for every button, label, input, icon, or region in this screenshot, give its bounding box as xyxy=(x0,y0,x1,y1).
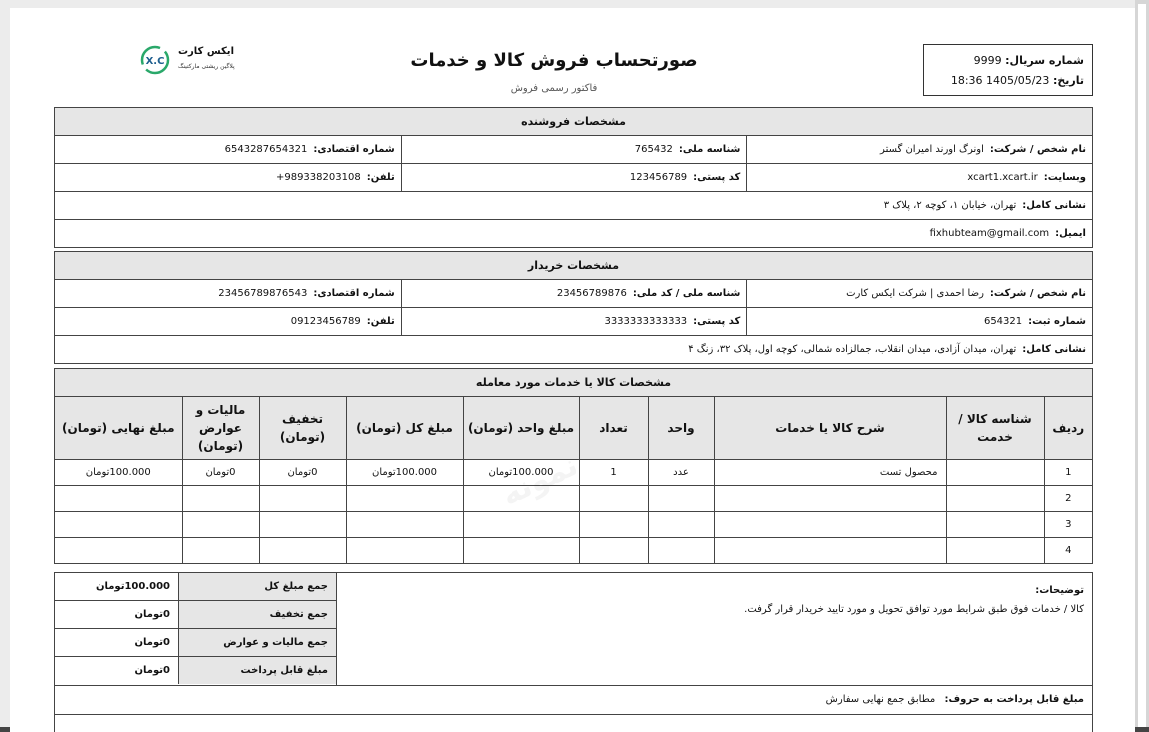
buyer-national-id-cell xyxy=(401,280,747,307)
cell-tax xyxy=(182,486,259,512)
buyer-postal-label: کد پستی: xyxy=(693,316,741,327)
cell-tax xyxy=(182,512,259,538)
serial-value: 9999 xyxy=(973,54,1002,67)
invoice-header xyxy=(54,44,1093,106)
seller-website-label: وبسایت: xyxy=(1043,172,1086,183)
buyer-phone-value: 09123456789 xyxy=(290,316,361,327)
summary-row xyxy=(55,573,1092,686)
buyer-reg-cell xyxy=(746,308,1092,335)
cell-row-number: 2 xyxy=(1044,486,1092,512)
cell-description xyxy=(714,486,946,512)
cell-unit: عدد xyxy=(648,460,714,486)
seller-name-cell xyxy=(746,136,1092,163)
cell-discount xyxy=(259,512,346,538)
buyer-section xyxy=(54,251,1093,364)
cell-final-price xyxy=(55,486,182,512)
seller-national-id-value: 765432 xyxy=(634,144,673,155)
seller-row-1 xyxy=(55,136,1092,164)
table-row xyxy=(55,486,1092,512)
cell-unit xyxy=(648,486,714,512)
cell-discount: 0تومان xyxy=(259,460,346,486)
seller-row-4 xyxy=(55,220,1092,247)
buyer-heading: مشخصات خریدار xyxy=(55,252,1092,280)
cell-item-id xyxy=(946,460,1044,486)
items-header-row xyxy=(55,397,1092,460)
seller-heading: مشخصات فروشنده xyxy=(55,108,1092,136)
seller-website-cell xyxy=(746,164,1092,191)
logo-tagline: پلاگین ریشتی مارکتینگ xyxy=(178,63,235,70)
seller-section xyxy=(54,107,1093,248)
col-tax: مالیات و عوارض (تومان) xyxy=(182,397,259,460)
company-logo xyxy=(140,44,250,86)
seller-postal-cell xyxy=(401,164,747,191)
total-discount-value: 0تومان xyxy=(134,609,170,620)
notes-text: کالا / خدمات فوق طبق شرایط مورد توافق تحویل و مورد تایید خریدار قرار گرفت. xyxy=(744,604,1084,615)
seller-name-label: نام شخص / شرکت: xyxy=(989,144,1086,155)
cell-quantity xyxy=(579,512,648,538)
amount-in-words xyxy=(55,686,1092,715)
buyer-reg-value: 654321 xyxy=(983,316,1023,327)
col-description: شرح کالا یا خدمات xyxy=(714,397,946,460)
page-subtitle: فاکتور رسمی فروش xyxy=(510,83,598,94)
buyer-economic-code-label: شماره اقتصادی: xyxy=(313,288,395,299)
buyer-name-label: نام شخص / شرکت: xyxy=(989,288,1086,299)
total-gross-value: 100.000تومان xyxy=(95,581,170,592)
seller-website-value: xcart1.xcart.ir xyxy=(967,172,1038,183)
title-block xyxy=(384,50,724,94)
table-row xyxy=(55,512,1092,538)
cell-discount xyxy=(259,538,346,564)
items-heading: مشخصات کالا یا خدمات مورد معامله xyxy=(55,369,1092,397)
seller-postal-value: 123456789 xyxy=(629,172,688,183)
cell-unit xyxy=(648,512,714,538)
amount-in-words-label: مبلغ قابل پرداخت به حروف: xyxy=(944,694,1084,705)
seller-address-label: نشانی کامل: xyxy=(1022,200,1086,211)
logo-name: ایکس کارت xyxy=(178,46,234,57)
date-value: 18:36 1405/05/23 xyxy=(950,74,1050,87)
cell-unit-price xyxy=(463,512,579,538)
cell-quantity: 1 xyxy=(579,460,648,486)
total-row-gross xyxy=(55,573,336,601)
seller-name-value: اونرگ اورند امیران گستر xyxy=(880,144,984,155)
table-row xyxy=(55,538,1092,564)
buyer-address-label: نشانی کامل: xyxy=(1022,344,1086,355)
seller-economic-code-label: شماره اقتصادی: xyxy=(313,144,395,155)
total-tax-value: 0تومان xyxy=(134,637,170,648)
cell-unit-price: 100.000تومان xyxy=(463,460,579,486)
cell-row-number: 1 xyxy=(1044,460,1092,486)
date-label: تاریخ: xyxy=(1052,74,1084,87)
cell-description xyxy=(714,538,946,564)
buyer-name-cell xyxy=(746,280,1092,307)
page-title: صورتحساب فروش کالا و خدمات xyxy=(410,50,698,71)
seller-economic-code-cell xyxy=(55,136,401,163)
cell-total-price xyxy=(346,538,463,564)
seller-email-label: ایمیل: xyxy=(1055,228,1086,239)
seller-address-value: تهران، خیابان ۱، کوچه ۲، پلاک ۳ xyxy=(883,200,1017,211)
buyer-national-id-label: شناسه ملی / کد ملی: xyxy=(632,288,741,299)
buyer-row-1 xyxy=(55,280,1092,308)
buyer-postal-cell xyxy=(401,308,747,335)
seller-address-cell xyxy=(55,192,1092,219)
serial-label: شماره سریال: xyxy=(1005,54,1084,67)
col-total-price: مبلغ کل (تومان) xyxy=(346,397,463,460)
cell-unit-price xyxy=(463,538,579,564)
seller-phone-cell xyxy=(55,164,401,191)
seller-email-cell xyxy=(55,220,1092,247)
vertical-scrollbar[interactable] xyxy=(1135,0,1149,732)
cell-quantity xyxy=(579,538,648,564)
total-row-payable xyxy=(55,657,336,684)
cell-total-price xyxy=(346,486,463,512)
buyer-phone-cell xyxy=(55,308,401,335)
notes-cell xyxy=(336,573,1092,685)
amount-in-words-value: مطابق جمع نهایی سفارش xyxy=(825,694,936,705)
cell-description xyxy=(714,512,946,538)
cell-description: محصول تست xyxy=(714,460,946,486)
total-row-tax xyxy=(55,629,336,657)
col-discount: تخفیف (تومان) xyxy=(259,397,346,460)
buyer-name-value: رضا احمدی | شرکت ایکس کارت xyxy=(846,288,984,299)
buyer-national-id-value: 23456789876 xyxy=(556,288,627,299)
total-discount-label: جمع تخفیف xyxy=(178,601,336,628)
notes-label: توضیحات: xyxy=(1035,585,1084,596)
seller-email-value: fixhubteam@gmail.com xyxy=(929,228,1050,239)
cell-row-number: 4 xyxy=(1044,538,1092,564)
cell-final-price xyxy=(55,538,182,564)
cell-discount xyxy=(259,486,346,512)
seller-row-2 xyxy=(55,164,1092,192)
col-final-price: مبلغ نهایی (تومان) xyxy=(55,397,182,460)
cell-unit xyxy=(648,538,714,564)
buyer-reg-label: شماره ثبت: xyxy=(1028,316,1086,327)
buyer-address-value: تهران، میدان آزادی، میدان انقلاب، جمالزاده شمالی، کوچه اول، پلاک ۳۲، زنگ ۴ xyxy=(688,344,1017,355)
buyer-address-cell xyxy=(55,336,1092,363)
cell-final-price: 100.000تومان xyxy=(55,460,182,486)
total-payable-value: 0تومان xyxy=(134,665,170,676)
buyer-economic-code-cell xyxy=(55,280,401,307)
col-item-id: شناسه کالا / خدمت xyxy=(946,397,1044,460)
seller-national-id-label: شناسه ملی: xyxy=(678,144,741,155)
invoice-page xyxy=(10,8,1135,732)
buyer-economic-code-value: 23456789876543 xyxy=(218,288,308,299)
seller-phone-value: 989338203108+ xyxy=(275,172,361,183)
seller-economic-code-value: 6543287654321 xyxy=(224,144,308,155)
buyer-row-2 xyxy=(55,308,1092,336)
seller-phone-label: تلفن: xyxy=(366,172,395,183)
xcart-logo-icon xyxy=(140,45,170,75)
buyer-row-3 xyxy=(55,336,1092,363)
cell-quantity xyxy=(579,486,648,512)
cell-final-price xyxy=(55,512,182,538)
serial-box xyxy=(923,44,1093,96)
scrollbar-thumb[interactable] xyxy=(1138,4,1146,728)
seller-national-id-cell xyxy=(401,136,747,163)
buyer-phone-label: تلفن: xyxy=(366,316,395,327)
summary-section xyxy=(54,572,1093,732)
cell-item-id xyxy=(946,538,1044,564)
col-row-number: ردیف xyxy=(1044,397,1092,460)
cell-item-id xyxy=(946,512,1044,538)
seller-row-3 xyxy=(55,192,1092,220)
cell-item-id xyxy=(946,486,1044,512)
total-payable-label: مبلغ قابل پرداخت xyxy=(178,657,336,684)
seller-postal-label: کد پستی: xyxy=(693,172,741,183)
total-gross-label: جمع مبلغ کل xyxy=(178,573,336,600)
cell-total-price: 100.000تومان xyxy=(346,460,463,486)
logo-mark-text: X.C xyxy=(145,56,165,67)
col-quantity: تعداد xyxy=(579,397,648,460)
cell-row-number: 3 xyxy=(1044,512,1092,538)
totals-block xyxy=(55,573,336,685)
total-tax-label: جمع مالیات و عوارض xyxy=(178,629,336,656)
col-unit: واحد xyxy=(648,397,714,460)
col-unit-price: مبلغ واحد (تومان) xyxy=(463,397,579,460)
cell-total-price xyxy=(346,512,463,538)
cell-tax xyxy=(182,538,259,564)
buyer-postal-value: 3333333333333 xyxy=(604,316,688,327)
cell-tax: 0تومان xyxy=(182,460,259,486)
total-row-discount xyxy=(55,601,336,629)
